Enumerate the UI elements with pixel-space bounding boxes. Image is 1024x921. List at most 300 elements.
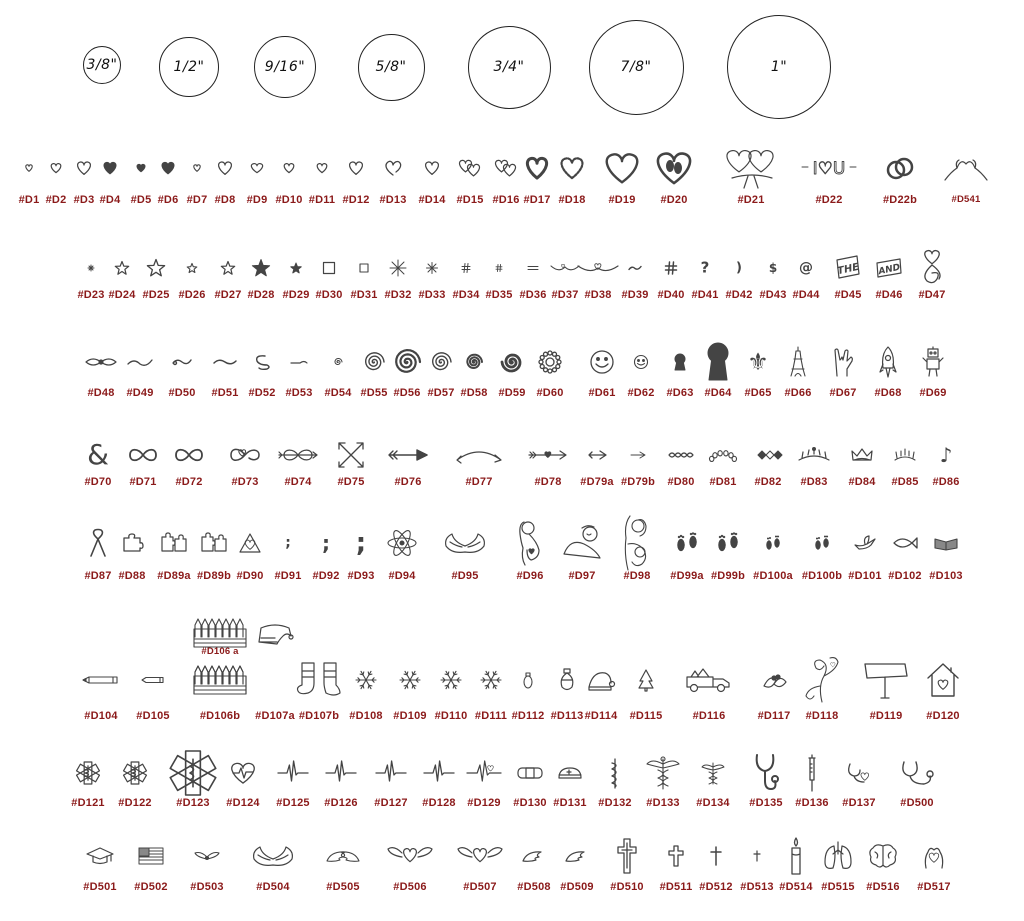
design-code-label: #D5 xyxy=(130,194,152,206)
heartbeat-line-icon xyxy=(376,761,406,785)
design-code-label: #D34 xyxy=(452,289,480,301)
design-code-label: #D500 xyxy=(900,797,934,809)
graduation-cap-icon xyxy=(86,846,114,866)
crossed-arrows-icon xyxy=(336,440,366,470)
rocket-icon xyxy=(879,346,897,378)
design-code-label: #D55 xyxy=(360,387,388,399)
wing-pair-icon xyxy=(325,849,361,863)
crayon-box-icon xyxy=(193,617,247,649)
design-code-label: #D51 xyxy=(211,387,239,399)
design-code-label: #D97 xyxy=(568,570,596,582)
swoosh-heart-wide-icon xyxy=(578,262,618,274)
semicolon-small-icon: ; xyxy=(285,535,291,551)
star-outline-large-icon xyxy=(147,259,165,277)
design-code-label: #D124 xyxy=(226,797,260,809)
fleur-de-lis-icon: ⚜ xyxy=(747,348,769,376)
heart-hands-icon xyxy=(943,154,989,182)
design-code-label: #D10 xyxy=(275,194,303,206)
arrow-small-icon xyxy=(587,450,607,460)
book-icon xyxy=(933,535,959,551)
fish-icon xyxy=(892,537,918,549)
design-code-label: #D100a xyxy=(753,570,793,582)
snowflake-icon xyxy=(480,669,502,691)
design-code-label: #D57 xyxy=(427,387,455,399)
design-code-label: #D91 xyxy=(274,570,302,582)
design-code-label: #D52 xyxy=(248,387,276,399)
design-code-label: #D47 xyxy=(918,289,946,301)
puzzle-pair-icon xyxy=(201,533,227,553)
infinity-icon xyxy=(174,448,204,462)
design-code-label: #D14 xyxy=(418,194,446,206)
santa-hat-icon xyxy=(587,669,615,691)
flourish-ornament-icon xyxy=(85,355,117,369)
design-code-label: #D508 xyxy=(517,881,551,893)
design-code-label: #D87 xyxy=(84,570,112,582)
solid-star-icon xyxy=(252,259,270,277)
bandage-icon xyxy=(517,767,543,779)
swirl-ornament-icon xyxy=(802,656,842,704)
heart-with-wings-icon xyxy=(456,845,504,867)
design-code-label: #D36 xyxy=(519,289,547,301)
design-code-label: #D65 xyxy=(744,387,772,399)
design-code-label: #D514 xyxy=(779,881,813,893)
design-code-label: #D125 xyxy=(276,797,310,809)
design-code-label: #D100b xyxy=(801,570,843,582)
small-heart-outline-icon xyxy=(316,163,328,174)
design-code-label: #D99a xyxy=(670,570,704,582)
design-code-label: #D43 xyxy=(759,289,787,301)
infinity-arrow-icon xyxy=(279,447,317,463)
spiral-icon xyxy=(430,351,452,373)
the-banner-icon xyxy=(835,256,861,280)
design-code-label: #D504 xyxy=(256,881,290,893)
design-code-label: #D35 xyxy=(485,289,513,301)
stethoscope-heart-icon xyxy=(846,762,872,784)
design-code-label: #D89b xyxy=(196,570,232,582)
spiral-icon xyxy=(363,351,385,373)
design-code-label: #D29 xyxy=(282,289,310,301)
design-code-label: #D31 xyxy=(350,289,378,301)
design-code-label: #D11 xyxy=(308,194,336,206)
sign-post-icon xyxy=(863,660,909,700)
design-code-label: #D21 xyxy=(737,194,765,206)
design-code-label: #D44 xyxy=(792,289,820,301)
rod-of-asclepius-icon xyxy=(608,757,622,789)
tilde-icon xyxy=(629,266,641,271)
keyhole-small-icon xyxy=(674,354,686,370)
footprints-small-icon xyxy=(765,535,781,551)
tiara-icon xyxy=(797,448,831,462)
design-code-label: #D81 xyxy=(709,476,737,488)
heartbeat-line-icon xyxy=(326,761,356,785)
design-code-label: #D22 xyxy=(815,194,843,206)
snowflake-icon xyxy=(399,669,421,691)
hash-icon xyxy=(666,262,677,274)
design-code-label: #D40 xyxy=(657,289,685,301)
design-code-label: #D507 xyxy=(463,881,497,893)
design-code-label: #D121 xyxy=(71,797,105,809)
design-code-label: #D85 xyxy=(891,476,919,488)
star-outline-icon xyxy=(221,261,235,275)
design-code-label: #D79a xyxy=(580,476,614,488)
design-code-label: #D45 xyxy=(834,289,862,301)
elf-boots-icon xyxy=(296,661,342,699)
design-code-label: #D27 xyxy=(214,289,242,301)
sparkle-small-icon xyxy=(427,263,438,274)
design-code-label: #D4 xyxy=(99,194,121,206)
design-code-label: #D7 xyxy=(186,194,208,206)
design-code-label: #D510 xyxy=(610,881,644,893)
size-label: 1" xyxy=(770,59,788,75)
design-code-label: #D19 xyxy=(608,194,636,206)
svg-text:AND: AND xyxy=(877,262,902,278)
pencil-small-icon xyxy=(141,676,165,684)
small-solid-star-icon xyxy=(291,263,302,274)
design-code-label: #D84 xyxy=(848,476,876,488)
design-code-label: #D26 xyxy=(178,289,206,301)
cross-icon xyxy=(668,845,684,867)
semicolon-icon: ; xyxy=(322,531,330,555)
heart-with-wings-icon xyxy=(386,845,434,867)
design-code-label: #D515 xyxy=(821,881,855,893)
flag-icon xyxy=(138,847,164,865)
design-code-label: #D134 xyxy=(696,797,730,809)
semicolon-large-icon: ; xyxy=(355,528,367,558)
design-code-label: #D89a xyxy=(157,570,191,582)
design-code-label: #D6 xyxy=(157,194,179,206)
size-circle xyxy=(468,26,551,109)
asterisk-small-icon xyxy=(88,265,94,271)
design-code-label: #D61 xyxy=(588,387,616,399)
heart-swirl-icon xyxy=(917,249,947,287)
small-heart-outline-icon xyxy=(283,163,295,174)
design-code-label: #D102 xyxy=(888,570,922,582)
large-spiral-icon xyxy=(393,348,421,376)
small-heart-outline-icon xyxy=(50,163,62,174)
heart-triangle-icon xyxy=(239,533,261,553)
christmas-tree-icon xyxy=(638,669,654,691)
design-code-label: #D117 xyxy=(757,710,791,722)
solid-heart-icon xyxy=(161,161,176,175)
size-label: 3/8" xyxy=(86,57,118,73)
wings-small-icon xyxy=(193,851,221,861)
design-code-label: #D16 xyxy=(492,194,520,206)
design-code-label: #D56 xyxy=(393,387,421,399)
design-code-label: #D115 xyxy=(629,710,663,722)
design-code-label: #D67 xyxy=(829,387,857,399)
design-code-label: #D80 xyxy=(667,476,695,488)
size-circle xyxy=(83,46,121,84)
design-code-label: #D110 xyxy=(434,710,468,722)
design-code-label: #D116 xyxy=(692,710,726,722)
snowflake-icon xyxy=(440,669,462,691)
design-code-label: #D18 xyxy=(558,194,586,206)
design-code-label: #D38 xyxy=(584,289,612,301)
arrow-tiny-icon xyxy=(630,451,646,459)
design-code-label: #D59 xyxy=(498,387,526,399)
design-code-label: #D20 xyxy=(660,194,688,206)
arrow-icon xyxy=(387,449,429,461)
dash-swirl-icon xyxy=(290,358,308,366)
i-love-u-icon xyxy=(800,157,858,179)
design-code-label: #D509 xyxy=(560,881,594,893)
design-code-label: #D74 xyxy=(284,476,312,488)
design-code-label: #D28 xyxy=(247,289,275,301)
design-code-label: #D96 xyxy=(516,570,544,582)
design-code-label: #D8 xyxy=(214,194,236,206)
puzzle-pair-icon xyxy=(161,533,187,553)
candle-icon xyxy=(789,836,803,876)
smiley-face-icon xyxy=(590,350,614,374)
solid-heart-icon xyxy=(103,161,118,175)
design-code-label: #D123 xyxy=(176,797,210,809)
snowflake-icon xyxy=(355,669,377,691)
brain-icon xyxy=(868,843,898,869)
eiffel-tower-icon xyxy=(790,347,806,377)
tiny-spiral-icon xyxy=(333,357,343,367)
design-code-label: #D133 xyxy=(646,797,680,809)
design-code-label: #D68 xyxy=(874,387,902,399)
wave-icon xyxy=(213,357,237,367)
music-note-icon: ♪ xyxy=(939,443,953,467)
stethoscope-wide-icon xyxy=(898,760,936,786)
design-code-label: #D101 xyxy=(848,570,882,582)
design-code-label: #D73 xyxy=(231,476,259,488)
love-hand-sign-icon xyxy=(833,347,853,377)
heartbeat-line-icon xyxy=(278,761,308,785)
syringe-icon xyxy=(805,754,819,792)
design-code-label: #D112 xyxy=(511,710,545,722)
svg-text:I♡U: I♡U xyxy=(812,159,846,179)
question-mark-icon: ? xyxy=(700,258,710,277)
design-code-label: #D12 xyxy=(342,194,370,206)
design-code-label: #D505 xyxy=(326,881,360,893)
design-code-label: #D23 xyxy=(77,289,105,301)
design-code-label: #D62 xyxy=(627,387,655,399)
design-code-label: #D32 xyxy=(384,289,412,301)
s-swirl-icon xyxy=(251,353,273,371)
ornate-cross-icon xyxy=(617,838,637,874)
size-label: 1/2" xyxy=(173,59,205,75)
design-code-label: #D9 xyxy=(246,194,268,206)
equals-icon xyxy=(528,266,538,271)
heart-with-footprints-icon xyxy=(654,150,694,186)
tiara-small-icon xyxy=(893,448,917,462)
design-code-label: #D516 xyxy=(866,881,900,893)
footprints-icon xyxy=(675,532,699,554)
design-code-label: #D60 xyxy=(536,387,564,399)
design-code-label: #D17 xyxy=(523,194,551,206)
ornament-icon xyxy=(558,668,576,692)
heart-arrow-icon xyxy=(527,449,569,461)
size-circle xyxy=(254,36,316,98)
design-code-label: #D109 xyxy=(393,710,427,722)
baby-sleeping-icon xyxy=(560,524,604,562)
curved-arrow-icon xyxy=(455,446,503,464)
heart-outline-icon xyxy=(76,161,92,176)
swirl-icon xyxy=(126,356,154,368)
design-code-label: #D88 xyxy=(118,570,146,582)
design-code-label: #D90 xyxy=(236,570,264,582)
design-code-label: #D33 xyxy=(418,289,446,301)
star-outline-icon xyxy=(115,261,129,275)
star-of-life-icon xyxy=(76,761,100,785)
star-small-icon xyxy=(187,263,197,273)
heartbeat-heart-icon xyxy=(229,761,257,785)
design-code-label: #D502 xyxy=(134,881,168,893)
ornament-small-icon xyxy=(523,672,533,688)
wing-icon xyxy=(564,849,590,863)
design-code-label: #D105 xyxy=(136,710,170,722)
design-code-label: #D13 xyxy=(379,194,407,206)
beaded-arc-icon xyxy=(710,448,736,462)
hash-small-icon xyxy=(462,264,470,273)
design-code-label: #D71 xyxy=(129,476,157,488)
design-code-label: #D63 xyxy=(666,387,694,399)
design-code-label: #D76 xyxy=(394,476,422,488)
and-banner-icon xyxy=(876,257,902,279)
braid-icon xyxy=(668,451,694,459)
design-code-label: #D503 xyxy=(190,881,224,893)
heart-outline-icon xyxy=(348,161,364,176)
dove-icon xyxy=(853,535,877,551)
spiral-small-icon xyxy=(465,353,483,371)
size-circle xyxy=(358,34,425,101)
large-heart-outline-icon xyxy=(603,151,641,185)
design-code-label: #D77 xyxy=(465,476,493,488)
design-code-label: #D53 xyxy=(285,387,313,399)
design-code-label: #D50 xyxy=(168,387,196,399)
design-code-label: #D75 xyxy=(337,476,365,488)
caduceus-icon xyxy=(646,756,680,790)
heart-outline-icon xyxy=(424,161,440,176)
design-code-label: #D118 xyxy=(805,710,839,722)
design-code-label: #D41 xyxy=(691,289,719,301)
size-label: 3/4" xyxy=(493,59,525,75)
design-code-label: #D3 xyxy=(73,194,95,206)
design-code-label: #D1 xyxy=(18,194,40,206)
design-code-label: #D95 xyxy=(451,570,479,582)
design-code-label: #D114 xyxy=(584,710,618,722)
heartbeat-line-icon xyxy=(424,761,454,785)
parenthesis-icon: ) xyxy=(736,260,742,276)
wedding-rings-icon xyxy=(885,156,915,180)
infinity-icon xyxy=(128,448,158,462)
footprints-small-icon xyxy=(814,535,830,551)
size-label: 9/16" xyxy=(264,59,306,75)
design-code-label: #D79b xyxy=(620,476,656,488)
truck-with-tree-icon xyxy=(685,667,733,693)
puzzle-piece-icon xyxy=(122,534,142,552)
small-smiley-icon xyxy=(634,355,649,370)
star-of-life-large-icon xyxy=(170,750,216,796)
design-code-label: #D132 xyxy=(598,797,632,809)
ampersand-icon: & xyxy=(87,438,109,471)
design-code-label: #D92 xyxy=(312,570,340,582)
design-code-label: #D54 xyxy=(324,387,352,399)
design-code-label: #D24 xyxy=(108,289,136,301)
design-code-label: #D108 xyxy=(349,710,383,722)
size-circle xyxy=(159,37,219,97)
wing-icon xyxy=(521,849,547,863)
design-code-label: #D37 xyxy=(551,289,579,301)
keyhole-icon xyxy=(707,343,729,381)
atom-icon xyxy=(387,528,417,558)
wave-swirl-icon xyxy=(171,357,193,367)
heartbeat-heart-line-icon xyxy=(467,761,501,785)
footprints-icon xyxy=(716,532,740,554)
design-code-label: #D103 xyxy=(929,570,963,582)
diamond-chain-icon xyxy=(754,449,782,461)
design-code-label: #D22b xyxy=(882,194,918,206)
design-code-label: #D66 xyxy=(784,387,812,399)
design-code-label: #D15 xyxy=(456,194,484,206)
tiny-heart-outline-icon xyxy=(25,164,33,172)
design-code-label: #D69 xyxy=(919,387,947,399)
design-code-label: #D128 xyxy=(422,797,456,809)
design-code-label: #D46 xyxy=(875,289,903,301)
design-code-label: #D70 xyxy=(84,476,112,488)
design-code-label: #D501 xyxy=(83,881,117,893)
design-code-label: #D137 xyxy=(842,797,876,809)
design-code-label: #D2 xyxy=(45,194,67,206)
scalloped-heart-icon xyxy=(559,156,585,180)
design-code-label: #D106b xyxy=(199,710,241,722)
mother-child-icon xyxy=(620,514,654,572)
design-code-label: #D106 a xyxy=(201,646,239,657)
design-code-label: #D107b xyxy=(298,710,340,722)
design-code-label: #D129 xyxy=(467,797,501,809)
design-code-label: #D107a xyxy=(255,710,295,722)
design-code-label: #D126 xyxy=(324,797,358,809)
hands-heart-icon xyxy=(922,842,946,870)
robot-icon xyxy=(922,347,944,377)
design-code-label: #D72 xyxy=(175,476,203,488)
angel-wings-icon xyxy=(250,845,296,867)
cross-tiny-icon xyxy=(753,850,761,862)
design-code-label: #D111 xyxy=(474,710,508,722)
design-code-label: #D83 xyxy=(800,476,828,488)
bold-spiral-icon xyxy=(501,351,523,373)
design-code-label: #D86 xyxy=(932,476,960,488)
design-code-label: #D78 xyxy=(534,476,562,488)
double-heart-icon xyxy=(458,159,482,177)
crown-icon xyxy=(851,448,873,462)
pregnant-mother-icon xyxy=(515,520,545,566)
open-heart-icon xyxy=(384,160,402,176)
design-code-label: #D122 xyxy=(118,797,152,809)
heart-outline-icon xyxy=(217,161,233,176)
at-sign-icon: @ xyxy=(799,260,813,276)
pencil-icon xyxy=(81,675,121,685)
sparkle-icon xyxy=(390,260,406,276)
design-code-label: #D98 xyxy=(623,570,651,582)
design-code-label: #D48 xyxy=(87,387,115,399)
star-of-life-icon xyxy=(123,761,147,785)
elf-hat-icon xyxy=(257,622,293,646)
design-code-label: #D127 xyxy=(374,797,408,809)
square-outline-icon xyxy=(323,262,336,275)
design-code-label: #D136 xyxy=(795,797,829,809)
crayon-box-icon xyxy=(193,664,247,696)
svg-text:THE: THE xyxy=(836,261,861,278)
design-code-label: #D517 xyxy=(917,881,951,893)
double-heart-icon xyxy=(494,159,518,177)
design-code-label: #D506 xyxy=(393,881,427,893)
design-code-label: #D513 xyxy=(740,881,774,893)
dollar-sign-icon: $ xyxy=(768,261,778,275)
design-code-label: #D119 xyxy=(869,710,903,722)
